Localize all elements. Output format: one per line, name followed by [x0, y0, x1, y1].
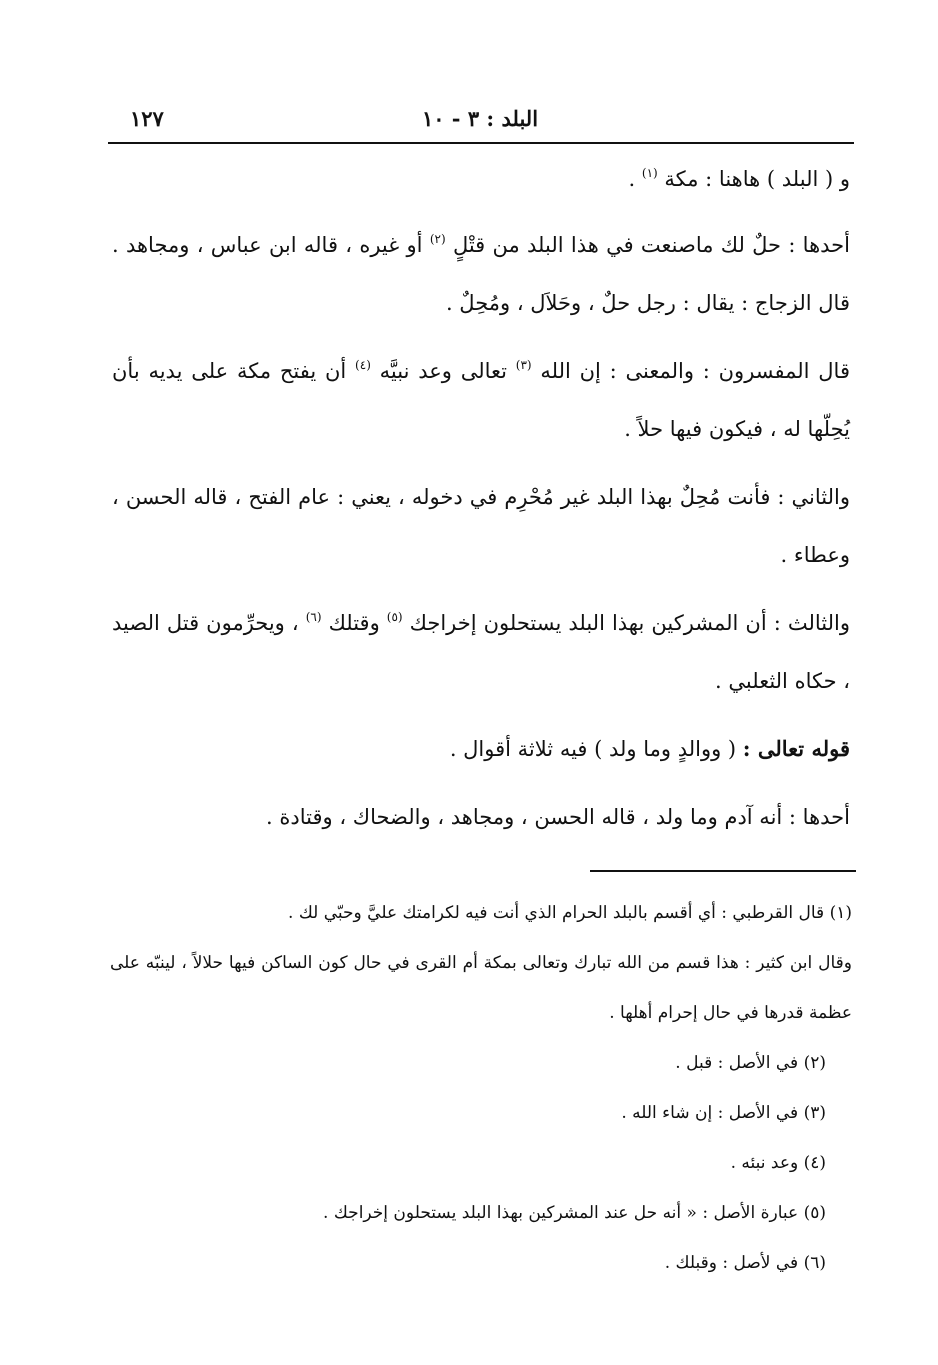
footnote-ref-5: (٥) [386, 610, 403, 624]
paragraph-first-opinion [112, 216, 850, 332]
header-rule [108, 142, 854, 144]
paragraph-text-end: أن يفتح مكة على يديه بأن يُحِلّها له ، فيكون فيها حلاً . [112, 359, 850, 441]
paragraph-balad-meaning [112, 150, 850, 208]
paragraph-verse-heading [112, 720, 850, 778]
paragraph-end: . [628, 167, 642, 191]
paragraph-text: و ( البلد ) هاهنا : مكة [664, 167, 850, 191]
paragraph-commentators [112, 342, 850, 458]
footnote-ref-2: (٢) [429, 232, 446, 246]
paragraph-text-cont: وقتلك [328, 611, 387, 635]
footnote-1: (١) قال القرطبي : أي أقسم بالبلد الحرام الذي أنت فيه لكرامتك عليَّ وحبّي لك . [288, 903, 852, 923]
footnote-6: (٦) في لأصل : وقبلك . [664, 1253, 826, 1273]
paragraph-text-end: ، ويحرِّمون قتل الصيد ، حكاه الثعلبي . [112, 611, 850, 693]
footnote-3: (٣) في الأصل : إن شاء الله . [621, 1103, 826, 1123]
verse-text: ( ووالدٍ وما ولد ) فيه ثلاثة أقوال . [449, 737, 743, 761]
footnotes [110, 888, 852, 1288]
page-number: ١٢٧ [130, 106, 164, 131]
main-text [112, 150, 850, 856]
footnote-4: (٤) وعد نبئه . [730, 1153, 826, 1173]
page-header [108, 96, 852, 142]
paragraph-text-cont: تعالى وعد نبيَّه [379, 359, 516, 383]
footnote-2: (٢) في الأصل : قبل . [675, 1053, 826, 1073]
footnote-rule [590, 870, 856, 872]
paragraph-text: والثالث : أن المشركين بهذا البلد يستحلون إخراجك [409, 611, 850, 635]
paragraph-third-opinion [112, 594, 850, 710]
paragraph-adam-opinion: أحدها : أنه آدم وما ولد ، قاله الحسن ، ومجاهد ، والضحاك ، وقتادة . [266, 805, 850, 829]
footnote-5: (٥) عبارة الأصل : « أنه حل عند المشركين بهذا البلد يستحلون إخراجك . [323, 1203, 826, 1223]
footnote-ref-6: (٦) [305, 610, 322, 624]
paragraph-second-opinion: والثاني : فأنت مُحِلٌ بهذا البلد غير مُحْرِم في دخوله ، يعني : عام الفتح ، قاله الحسن ، وعطاء . [112, 485, 850, 567]
footnote-ref-3: (٣) [515, 358, 532, 372]
paragraph-text: قال المفسرون : والمعنى : إن الله [540, 359, 850, 383]
running-title: البلد : ٣ - ١٠ [421, 106, 539, 131]
paragraph-text: أحدها : حلٌ لك ماصنعت في هذا البلد من قتْلٍ [452, 233, 850, 257]
footnote-ref-4: (٤) [355, 358, 371, 372]
footnote-1-continuation: وقال ابن كثير : هذا قسم من الله تبارك وتعالى بمكة أم القرى في حال كون الساكن فيها حلالاً ، لينبّه على عظمة قدرها في حال إحرام أهلها . [110, 953, 852, 1023]
footnote-ref-1: (١) [641, 166, 658, 180]
paragraph-text-cont: أو غيره ، قاله ابن عباس ، ومجاهد . قال الزجاج : يقال : رجل حلٌ ، وحَلاَل ، ومُحِلٌ . [112, 233, 850, 315]
verse-lead: قوله تعالى : [742, 736, 850, 761]
